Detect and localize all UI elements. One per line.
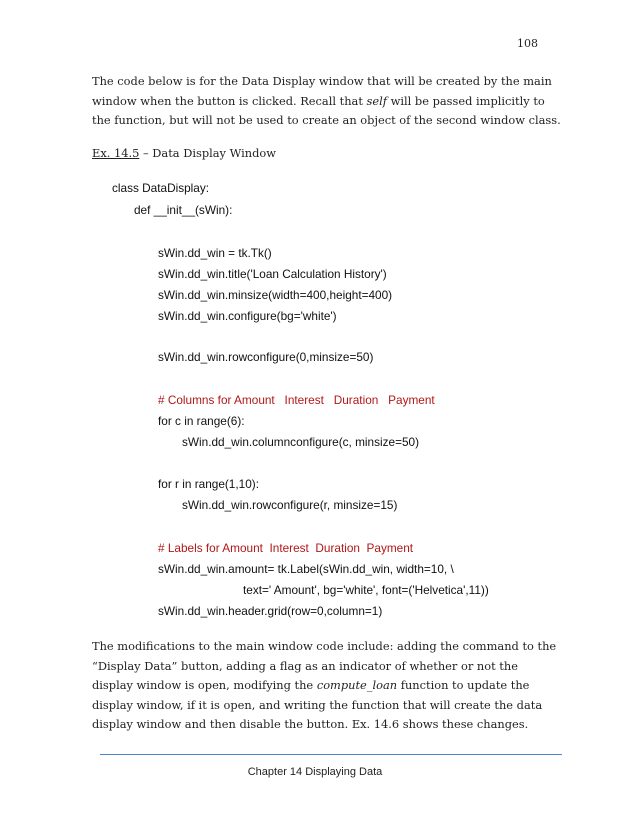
closing-line-1: The modifications to the main window code include: adding the command to the bbox=[92, 639, 557, 653]
intro-line-3: the function, but will not be used to create an object of the second window class. bbox=[92, 113, 561, 127]
code-line-9: for c in range(6): bbox=[158, 414, 245, 428]
example-title: – Data Display Window bbox=[139, 146, 276, 160]
code-line-14: sWin.dd_win.amount= tk.Label(sWin.dd_win, width=10, \ bbox=[158, 562, 454, 576]
code-comment-columns: # Columns for Amount Interest Duration Payment bbox=[158, 393, 435, 407]
code-line-2: def __init__(sWin): bbox=[134, 203, 233, 217]
closing-line-2: “Display Data” button, adding a flag as an indicator of whether or not the bbox=[92, 658, 518, 673]
page-number: 108 bbox=[517, 37, 538, 50]
compute-loan-keyword: compute_loan bbox=[316, 678, 398, 692]
intro-paragraph bbox=[92, 72, 561, 131]
code-comment-labels: # Labels for Amount Interest Duration Payment bbox=[158, 541, 414, 555]
code-line-11: for r in range(1,10): bbox=[158, 477, 259, 491]
intro-line-1: The code below is for the Data Display window that will be created by the main bbox=[92, 74, 552, 88]
code-line-1: class DataDisplay: bbox=[112, 181, 210, 195]
intro-line-2: window when the button is clicked. Recall that self will be passed implicitly to bbox=[92, 93, 545, 108]
code-line-12: sWin.dd_win.rowconfigure(r, minsize=15) bbox=[182, 498, 398, 512]
code-line-6: sWin.dd_win.configure(bg='white') bbox=[158, 309, 337, 323]
code-line-16: sWin.dd_win.header.grid(row=0,column=1) bbox=[158, 604, 383, 618]
code-line-10: sWin.dd_win.columnconfigure(c, minsize=50) bbox=[182, 435, 420, 449]
closing-line-5: display window and then disable the button. Ex. 14.6 shows these changes. bbox=[92, 717, 529, 731]
code-line-3: sWin.dd_win = tk.Tk() bbox=[158, 246, 272, 260]
closing-paragraph bbox=[92, 637, 557, 735]
code-line-5: sWin.dd_win.minsize(width=400,height=400) bbox=[158, 288, 393, 302]
example-label: Ex. 14.5 bbox=[92, 146, 140, 160]
footer-chapter-title: Chapter 14 Displaying Data bbox=[247, 766, 383, 778]
footer-divider bbox=[100, 754, 562, 755]
closing-line-3: display window is open, modifying the compute_loan function to update the bbox=[92, 678, 530, 692]
code-line-4: sWin.dd_win.title('Loan Calculation History') bbox=[158, 267, 387, 281]
example-heading bbox=[92, 146, 276, 160]
closing-line-4: display window, if it is open, and writing the function that will create the data bbox=[92, 697, 543, 712]
code-line-15: text=' Amount', bg='white', font=('Helvetica',11)) bbox=[243, 583, 489, 597]
code-line-7: sWin.dd_win.rowconfigure(0,minsize=50) bbox=[158, 350, 374, 364]
self-keyword: self bbox=[366, 93, 387, 108]
